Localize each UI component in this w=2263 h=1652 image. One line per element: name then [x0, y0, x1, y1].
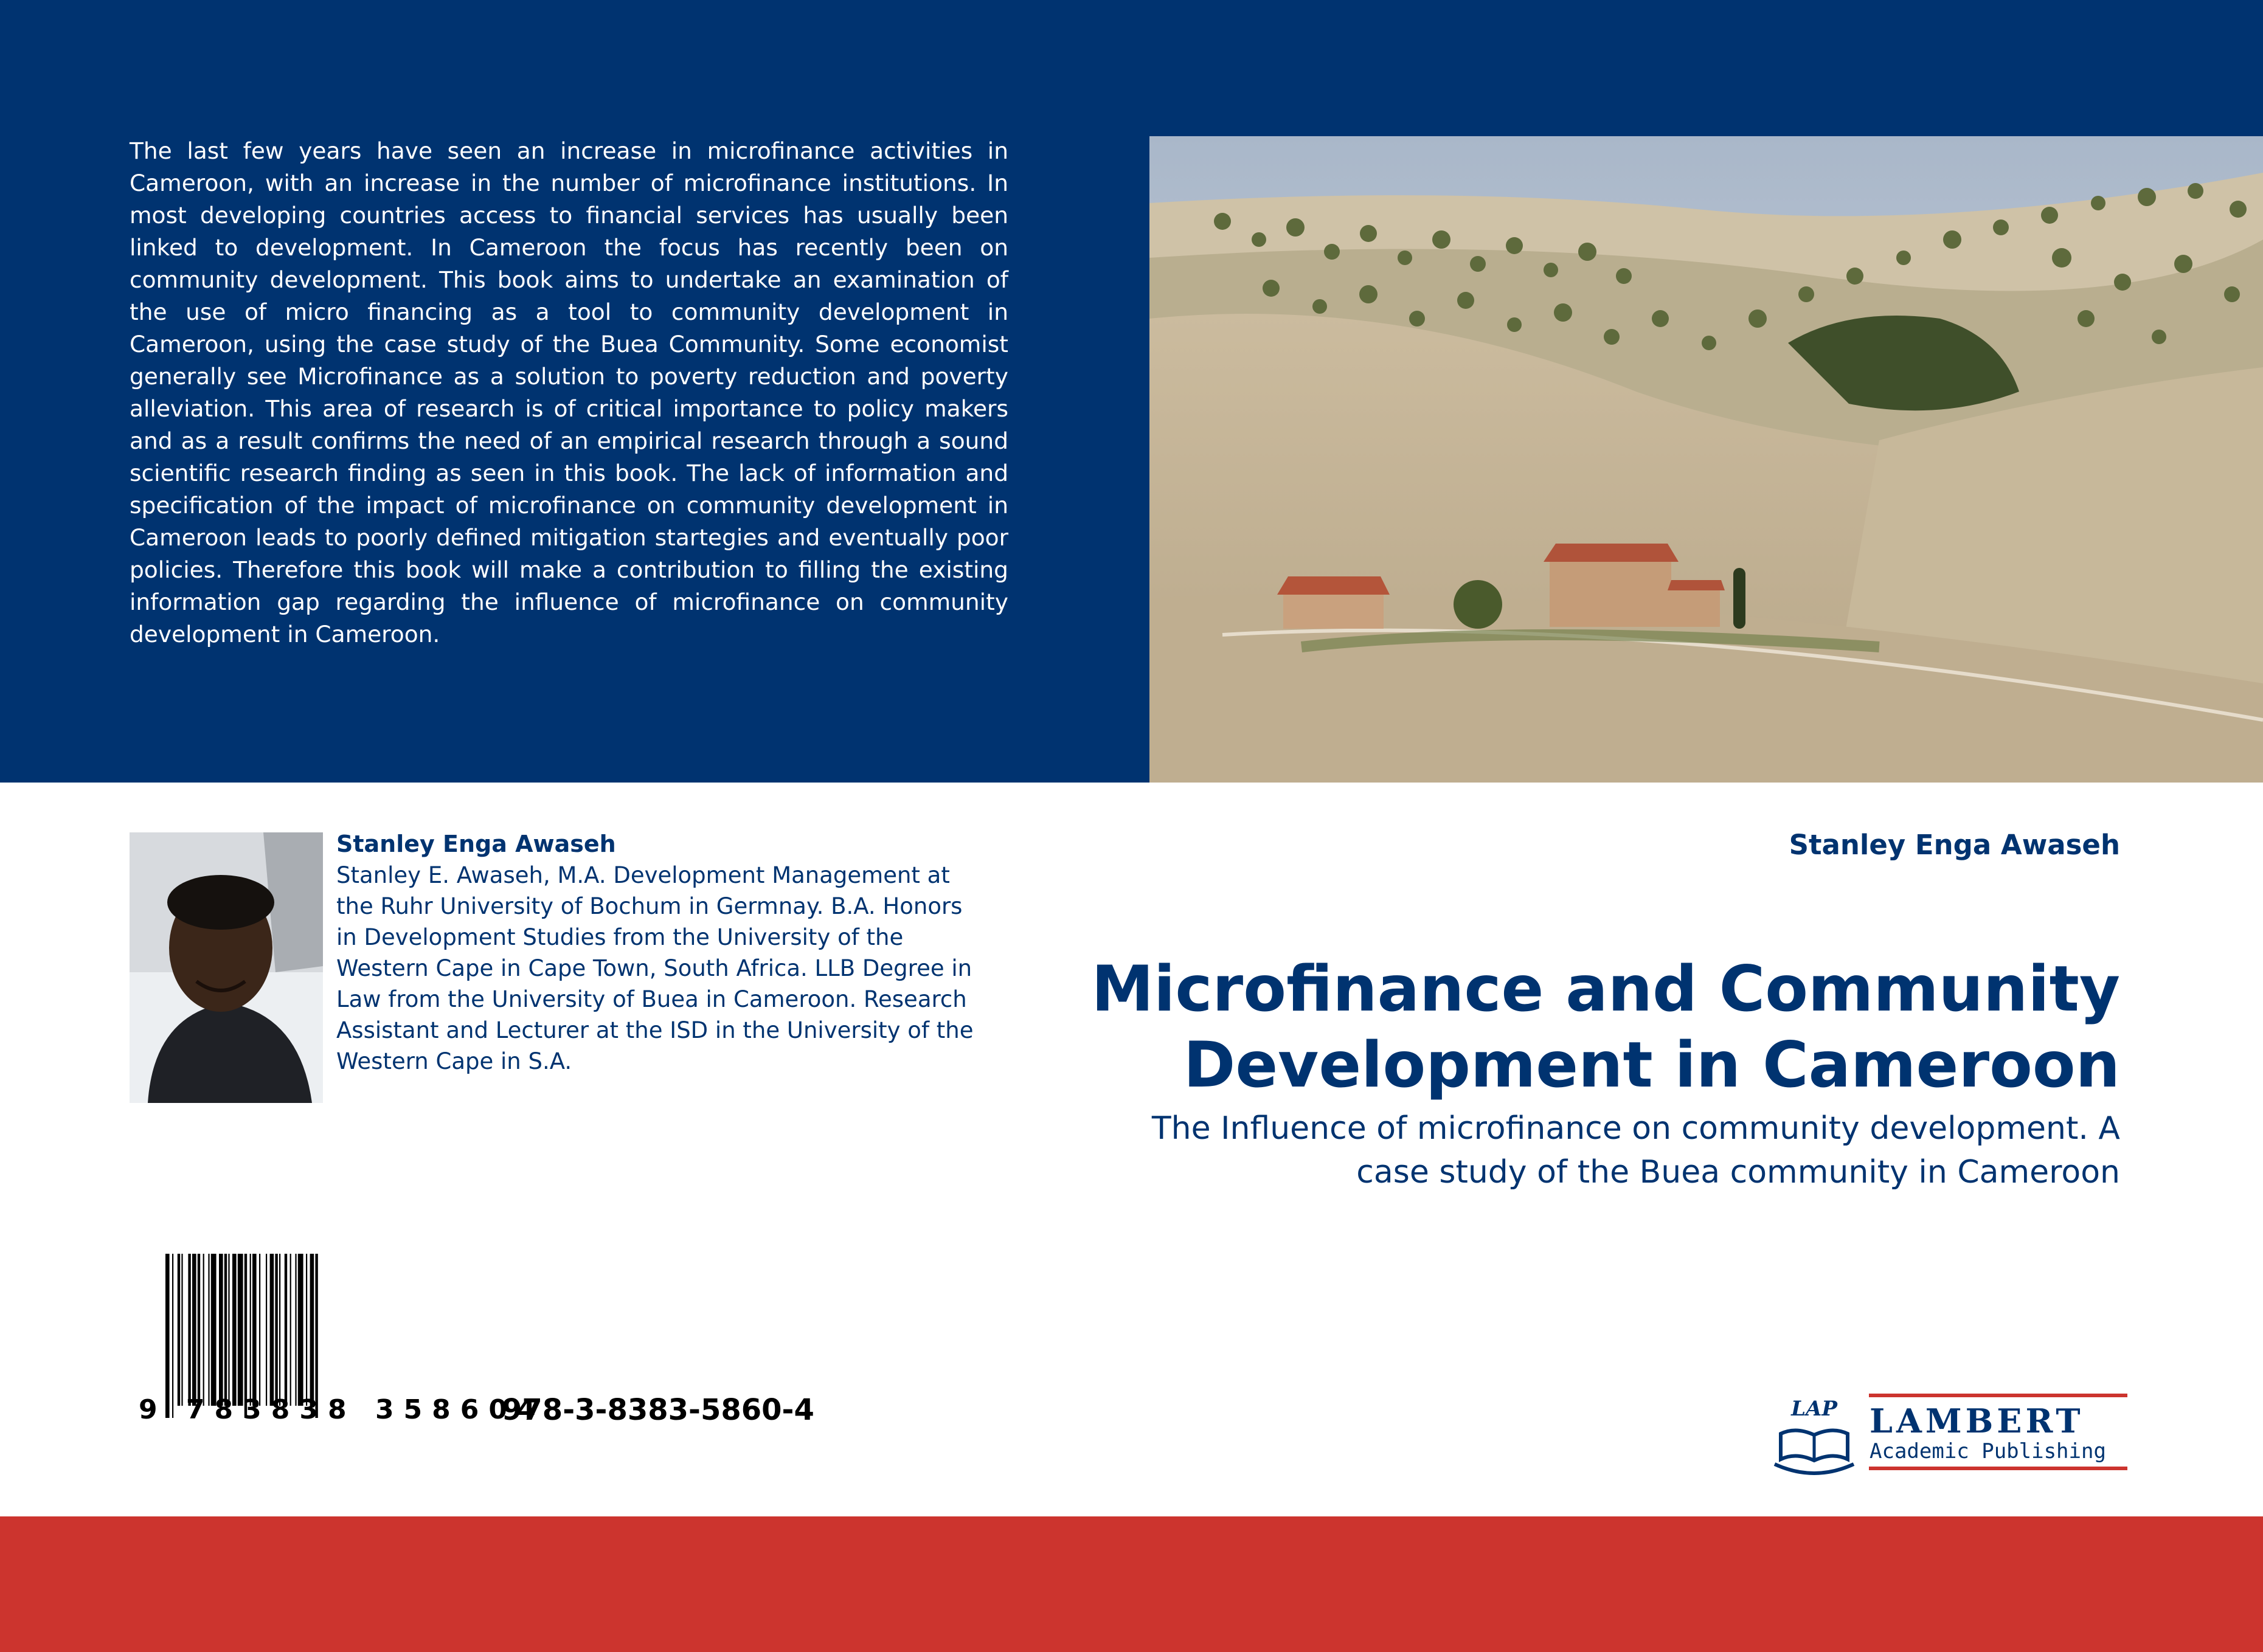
- barcode-bar: [250, 1254, 251, 1406]
- barcode-bar: [188, 1254, 190, 1406]
- logo-bottom-rule: [1869, 1467, 2127, 1470]
- barcode-bar: [238, 1254, 243, 1406]
- barcode-bar: [219, 1254, 223, 1406]
- barcode-bar: [259, 1254, 260, 1406]
- barcode-bar: [266, 1254, 267, 1406]
- barcode-bar: [192, 1254, 196, 1406]
- back-cover-blurb: The last few years have seen an increase in microfinance activities in Cameroon, with an increase in the number of microfinance institutions. In most developing countries access to financial services has usually been linked to development. In Cameroon the focus has recently been on community development. This book aims to undertake an examination of the use of micro financing as a tool to community development in Cameroon, using the case study of the Buea Community. Some economist generally see Microfinance as a solution to poverty reduction and poverty alleviation. This area of research is of critical importance to policy makers and as a result confirms the need of an empirical research through a sound scientific research finding as seen in this book. The lack of information and specification of the impact of microfinance on community development in Cameroon leads to poorly defined mitigation startegies and eventually poor policies. Therefore this book will make a contribution to filling the existing information gap regarding the influence of microfinance on community development in Cameroon.: [130, 137, 1008, 648]
- front-author-name: Stanley Enga Awaseh: [1789, 829, 2120, 861]
- publisher-tagline: Academic Publishing: [1870, 1439, 2106, 1464]
- barcode-bar: [295, 1254, 296, 1406]
- author-biography: Stanley E. Awaseh, M.A. Development Management at the Ruhr University of Bochum in Germnay. B.A. Honors in Development Studies from the University of the Western Cape in Cape Town, South Africa. LLB Degree in Law from the University of Buea in Cameroon. Research Assistant and Lecturer at the ISD in the University of the Western Cape in S.A.: [336, 862, 974, 1074]
- barcode-bar: [228, 1254, 229, 1406]
- barcode-bar: [252, 1254, 257, 1406]
- barcode-bar: [244, 1254, 247, 1418]
- barcode-bar: [224, 1254, 227, 1406]
- barcode-digits: 9 783838 358604: [139, 1394, 546, 1425]
- barcode-bar: [232, 1254, 237, 1406]
- barcode-bar: [203, 1254, 204, 1406]
- publisher-mark-text: LAP: [1791, 1397, 1837, 1421]
- barcode-bar: [181, 1254, 182, 1406]
- barcode-bar: [285, 1254, 287, 1406]
- publisher-logo: [1769, 1391, 2127, 1476]
- barcode-bar: [211, 1254, 217, 1406]
- barcode-bar: [198, 1254, 200, 1406]
- book-title: Microfinance and Community Development in Cameroon: [1091, 953, 2120, 1102]
- barcode-bar: [172, 1254, 173, 1418]
- isbn-number: 978-3-8383-5860-4: [502, 1393, 814, 1427]
- barcode-bar: [298, 1254, 303, 1406]
- book-subtitle: The Influence of microfinance on community development. A case study of the Buea community in Cameroon: [1151, 1110, 2120, 1191]
- barcode-bar: [290, 1254, 291, 1406]
- barcode-bar: [270, 1254, 274, 1406]
- barcode-bar: [315, 1254, 317, 1418]
- logo-top-rule: [1869, 1394, 2127, 1397]
- barcode-bar: [306, 1254, 307, 1406]
- barcode-bar: [275, 1254, 277, 1406]
- barcode-bar: [310, 1254, 314, 1406]
- barcode-bar: [165, 1254, 170, 1418]
- barcode-bar: [178, 1254, 180, 1406]
- landscape-photo: [1149, 136, 2263, 783]
- barcode-bar: [279, 1254, 280, 1406]
- author-portrait: [130, 832, 323, 1103]
- publisher-name: LAMBERT: [1870, 1401, 2084, 1440]
- bio-author-name: Stanley Enga Awaseh: [336, 831, 616, 857]
- bottom-band: [0, 1516, 2263, 1652]
- open-book-icon: [1769, 1391, 1860, 1476]
- barcode-bar: [208, 1254, 209, 1406]
